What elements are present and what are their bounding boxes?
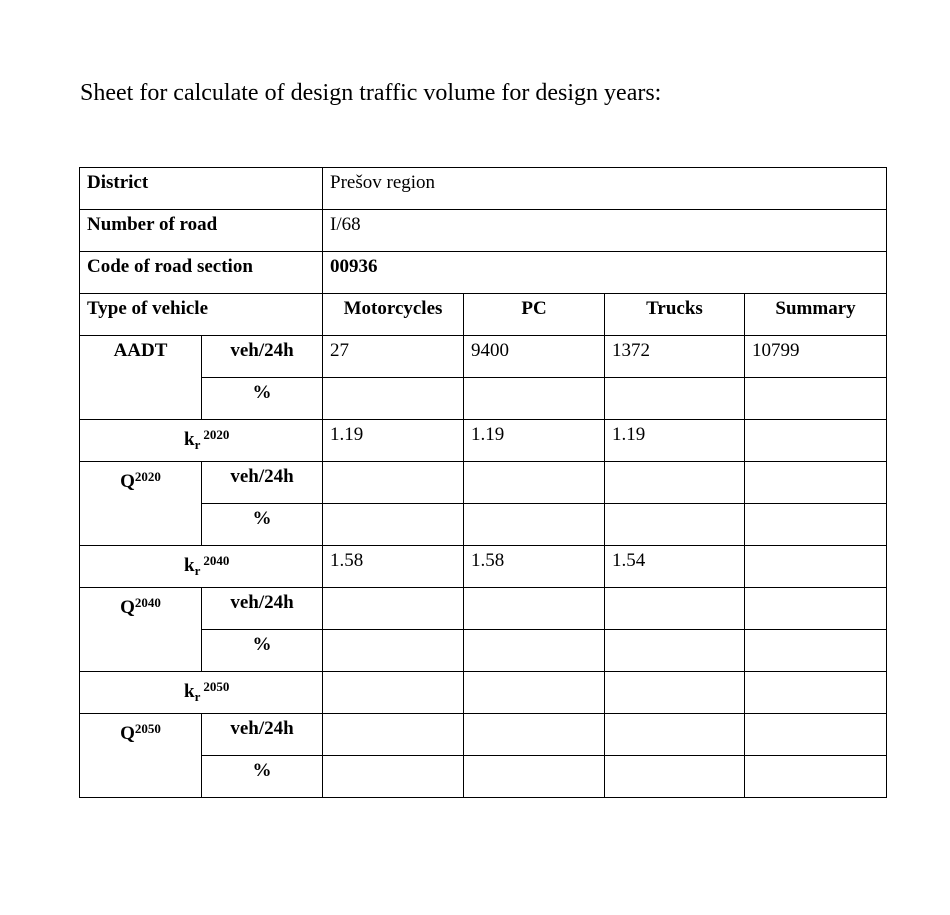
q2040-percent-row: [80, 630, 887, 672]
road-value: I/68: [323, 210, 887, 252]
aadt-veh-row: [80, 336, 887, 378]
unit-veh: veh/24h: [202, 588, 323, 630]
district-row: [80, 168, 887, 210]
q2040-percent-pc: [464, 630, 605, 672]
kr2050-label: $k_r^{2050}$: [80, 672, 323, 714]
kr2050-motorcycles: [323, 672, 464, 714]
kr2040-pc: 1.58: [464, 546, 605, 588]
kr2050-row: [80, 672, 887, 714]
aadt-percent-row: [80, 378, 887, 420]
q2040-veh-summary: [745, 588, 887, 630]
q2050-label: $Q^{2050}$: [80, 714, 202, 798]
kr2040-row: [80, 546, 887, 588]
unit-veh: veh/24h: [202, 714, 323, 756]
unit-percent: %: [202, 630, 323, 672]
q2050-veh-trucks: [605, 714, 745, 756]
section-value: 00936: [323, 252, 887, 294]
aadt-percent-pc: [464, 378, 605, 420]
q2040-label: $Q^{2040}$: [80, 588, 202, 672]
section-label: Code of road section: [80, 252, 323, 294]
q2040-veh-motorcycles: [323, 588, 464, 630]
kr2020-label: $k_r^{2020}$: [80, 420, 323, 462]
unit-veh: veh/24h: [202, 336, 323, 378]
q2020-percent-trucks: [605, 504, 745, 546]
q2050-percent-trucks: [605, 756, 745, 798]
aadt-percent-trucks: [605, 378, 745, 420]
q2020-veh-pc: [464, 462, 605, 504]
traffic-volume-table: [79, 167, 887, 798]
vehicle-type-header-row: [80, 294, 887, 336]
unit-percent: %: [202, 756, 323, 798]
kr2020-summary: [745, 420, 887, 462]
q2020-veh-trucks: [605, 462, 745, 504]
q2040-veh-trucks: [605, 588, 745, 630]
q2020-percent-row: [80, 504, 887, 546]
kr2040-motorcycles: 1.58: [323, 546, 464, 588]
kr2020-pc: 1.19: [464, 420, 605, 462]
kr2050-summary: [745, 672, 887, 714]
kr2040-summary: [745, 546, 887, 588]
district-value: Prešov region: [323, 168, 887, 210]
section-row: [80, 252, 887, 294]
q2050-percent-row: [80, 756, 887, 798]
vehicle-type-label: Type of vehicle: [80, 294, 323, 336]
q2050-veh-row: [80, 714, 887, 756]
q2050-percent-motorcycles: [323, 756, 464, 798]
road-row: [80, 210, 887, 252]
q2040-percent-trucks: [605, 630, 745, 672]
aadt-veh-motorcycles: 27: [323, 336, 464, 378]
road-label: Number of road: [80, 210, 323, 252]
q2050-veh-summary: [745, 714, 887, 756]
aadt-veh-summary: 10799: [745, 336, 887, 378]
q2020-veh-summary: [745, 462, 887, 504]
q2020-label: $Q^{2020}$: [80, 462, 202, 546]
kr2020-motorcycles: 1.19: [323, 420, 464, 462]
q2020-veh-row: [80, 462, 887, 504]
q2050-veh-motorcycles: [323, 714, 464, 756]
q2040-percent-summary: [745, 630, 887, 672]
page-title: Sheet for calculate of design traffic volume for design years:: [80, 80, 662, 106]
kr2020-row: [80, 420, 887, 462]
column-header-pc: PC: [464, 294, 605, 336]
aadt-label: AADT: [80, 336, 202, 420]
q2040-veh-row: [80, 588, 887, 630]
kr2020-trucks: 1.19: [605, 420, 745, 462]
kr2050-pc: [464, 672, 605, 714]
aadt-percent-summary: [745, 378, 887, 420]
q2040-veh-pc: [464, 588, 605, 630]
kr2050-trucks: [605, 672, 745, 714]
kr2040-trucks: 1.54: [605, 546, 745, 588]
q2040-percent-motorcycles: [323, 630, 464, 672]
q2020-percent-summary: [745, 504, 887, 546]
unit-percent: %: [202, 504, 323, 546]
q2020-percent-pc: [464, 504, 605, 546]
aadt-percent-motorcycles: [323, 378, 464, 420]
q2020-veh-motorcycles: [323, 462, 464, 504]
unit-veh: veh/24h: [202, 462, 323, 504]
kr2040-label: $k_r^{2040}$: [80, 546, 323, 588]
district-label: District: [80, 168, 323, 210]
q2050-percent-summary: [745, 756, 887, 798]
unit-percent: %: [202, 378, 323, 420]
q2050-percent-pc: [464, 756, 605, 798]
column-header-summary: Summary: [745, 294, 887, 336]
column-header-trucks: Trucks: [605, 294, 745, 336]
q2020-percent-motorcycles: [323, 504, 464, 546]
aadt-veh-pc: 9400: [464, 336, 605, 378]
aadt-veh-trucks: 1372: [605, 336, 745, 378]
column-header-motorcycles: Motorcycles: [323, 294, 464, 336]
q2050-veh-pc: [464, 714, 605, 756]
